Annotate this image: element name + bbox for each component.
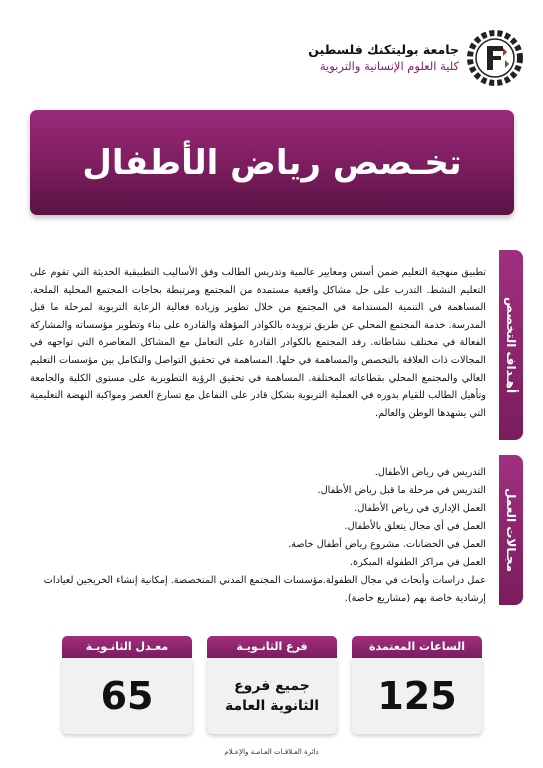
info-cards <box>62 636 492 736</box>
branch-card <box>207 636 337 736</box>
average-body <box>62 658 192 734</box>
branch-line-2: الثانوية العامة <box>224 698 320 714</box>
page-title: تخـصص رياض الأطفال <box>82 142 462 183</box>
credit-hours-label: الساعات المعتمدة <box>352 636 482 658</box>
average-card <box>62 636 192 736</box>
goals-section-tab <box>499 250 523 440</box>
list-item: العمل الإداري في رياض الأطفال. <box>354 503 486 514</box>
list-item: التدريس في رياض الأطفال. <box>374 467 486 478</box>
list-item: العمل في أي مجال يتعلق بالأطفال. <box>344 521 486 532</box>
university-logo-icon <box>467 30 523 86</box>
list-item: عمل دراسات وأبحاث في مجال الطفولة.مؤسسات المجتمع المدني المتخصصة. إمكانية إنشاء الخريجين لعيادات إرشادية خاصة بهم (مشاريع خاصة). <box>43 575 486 604</box>
goals-section-label: أهـداف التخصص <box>504 296 518 394</box>
goals-paragraph: تطبيق منهجية التعليم ضمن أسس ومعايير عالمية وتدريس الطالب وفق الأساليب التطبيقية الحديثة التي تقوم على التعليم النشط. التدرب على حل مشاكل واقعية مستمدة من المجتمع ومرتبطة بحاجات المجتمع المحلية الملحة. المساهمة في التنمية المستدامة في المجتمع من خلال تطوير وزيادة فعالية الرعاية التربوية لمرحلة ما قبل المدرسة. خدمة المجتمع المحلي عن طريق تزويده بالكوادر المؤهلة والقادرة على بناء وتطوير مؤسساته والمشاركة الفعالة في مختلف نشاطاته. رفد المجتمع بالكوادر القادرة على التعامل مع المشاكل المعاصرة التي تواجهه في المجالات ذات العلاقة بالتخصص والمساهمة في حلها. المساهمة في تحقيق التواصل والتكامل بين مؤسسات التعليم العالي والمجتمع المحلي بقطاعاته المختلفة. المساهمة في تحقيق الرؤية التطويرية على مستوى الكلية والجامعة وتأهيل الطالب للقيام بدوره في العملية التربوية بشكل قادر على التفاعل مع تسارع العصر ومواكبة النهضة التعليمية التي يشهدها الوطن والعالم. <box>30 267 486 419</box>
branch-label: فرع الثانـويـة <box>207 636 337 658</box>
header-text <box>308 42 459 74</box>
header <box>308 30 523 86</box>
credit-hours-card <box>352 636 482 736</box>
average-label: معـدل الثانـويـة <box>62 636 192 658</box>
fields-section-tab <box>499 455 523 605</box>
university-name: جامعة بوليتكنك فلسطين <box>308 42 459 57</box>
footer-credit: دائرة العـلاقـات العـامـة والإعـلام <box>224 748 319 756</box>
fields-section-label: مجـالات العمل <box>504 487 518 572</box>
branch-line-1: جميع فروع <box>234 678 310 694</box>
average-value: 65 <box>100 674 154 718</box>
credit-hours-value: 125 <box>377 674 457 718</box>
title-banner <box>30 110 514 215</box>
branch-body <box>207 658 337 734</box>
credit-hours-body <box>352 658 482 734</box>
fields-list <box>30 464 486 608</box>
list-item: العمل في مراكز الطفولة المبكرة. <box>349 557 486 568</box>
list-item: التدريس في مرحلة ما قبل رياض الأطفال. <box>317 485 486 496</box>
faculty-name: كلية العلوم الإنسانية والتربوية <box>319 59 459 73</box>
list-item: العمل في الحضانات. مشروع رياض أطفال خاصة. <box>288 539 486 550</box>
